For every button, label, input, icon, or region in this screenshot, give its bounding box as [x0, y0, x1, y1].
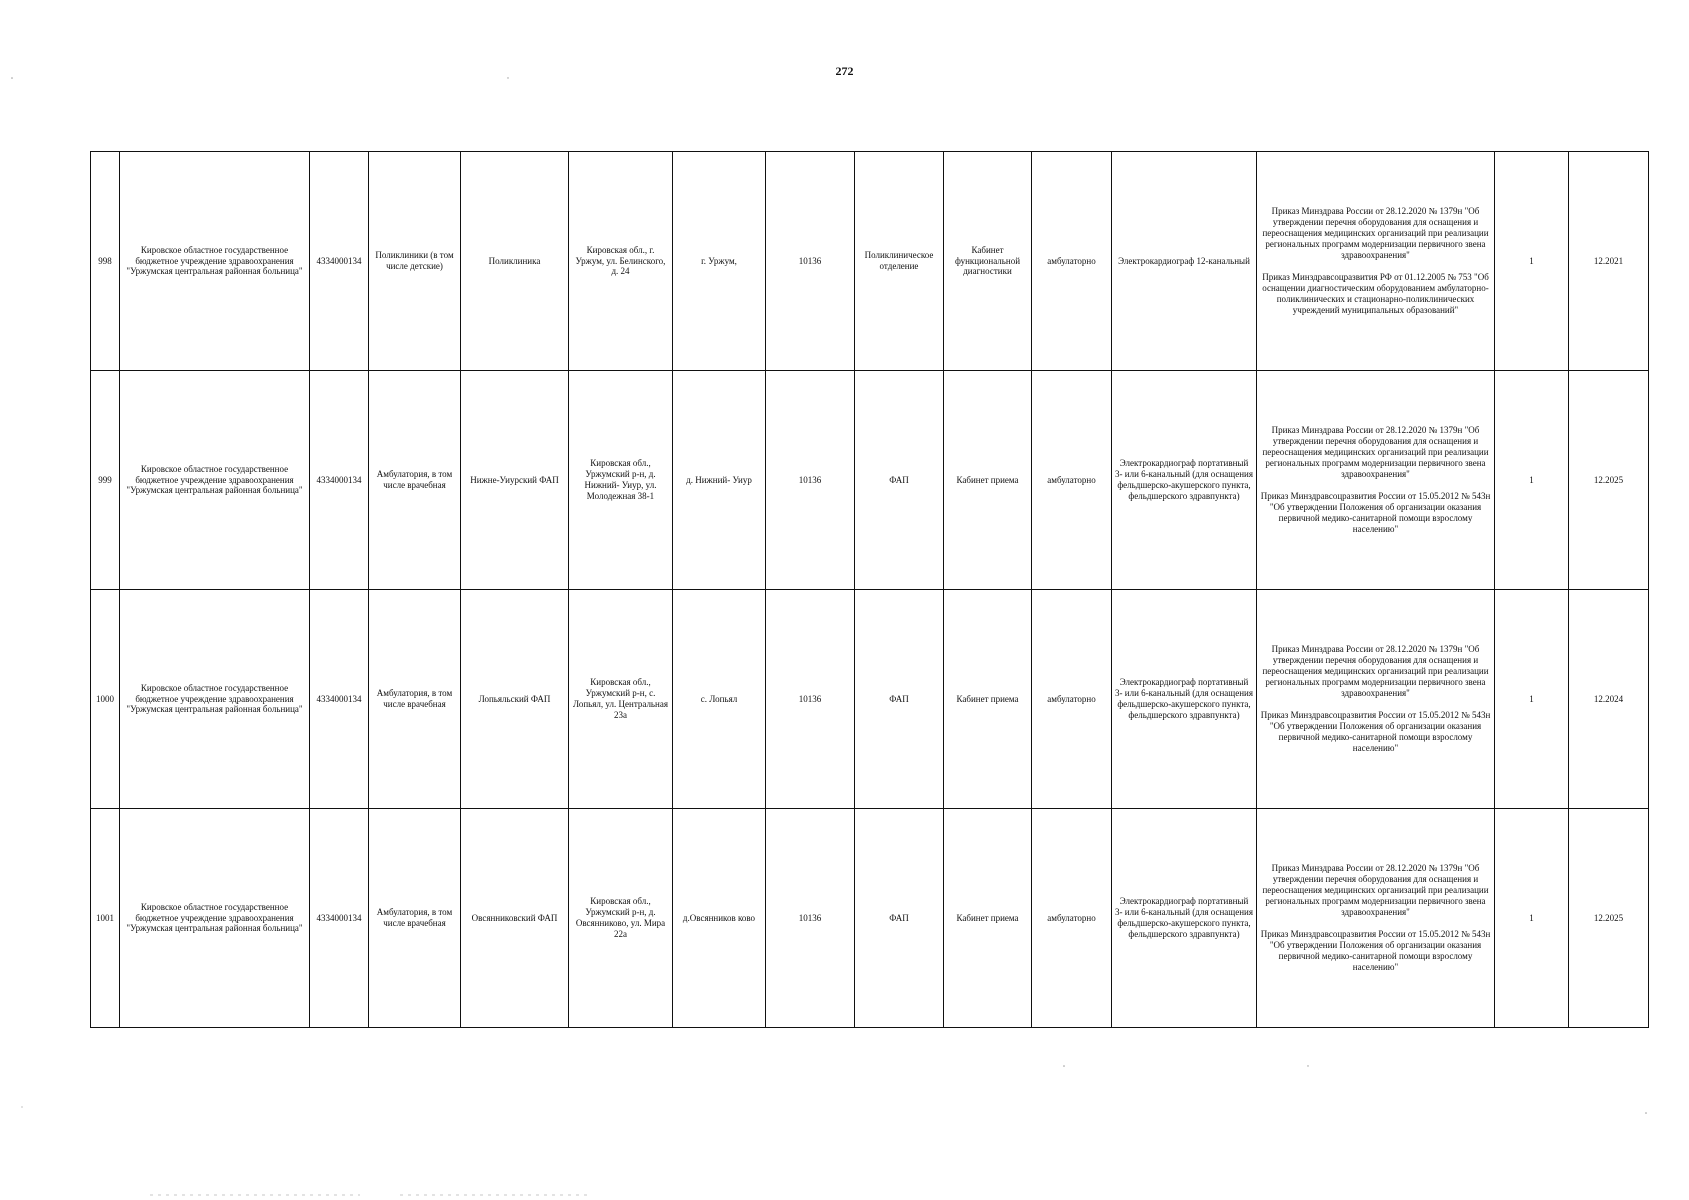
- equipment-quantity: 1: [1495, 371, 1569, 590]
- legal-basis-paragraph: Приказ Минздравсоцразвития России от 15.05.2012 № 543н "Об утверждении Положения об организации оказания первичной медико-санитарной помощи взрослому населению": [1260, 710, 1491, 754]
- inn-code: 4334000134: [310, 152, 369, 371]
- department-name: ФАП: [855, 809, 944, 1028]
- table-row: [91, 371, 1649, 590]
- facility-address: Кировская обл., Уржумский р-н, д. Нижний- Уиур, ул. Молодежная 38-1: [569, 371, 673, 590]
- facility-type: Амбулатория, в том числе врачебная: [369, 590, 461, 809]
- inn-code: 4334000134: [310, 371, 369, 590]
- legal-basis-paragraph: Приказ Минздрава России от 28.12.2020 № 1379н "Об утверждении перечня оборудования для оснащения и переоснащения медицинских организаций при реализации региональных программ модернизации первичного звена здравоохранения": [1262, 424, 1489, 479]
- facility-type: Амбулатория, в том числе врачебная: [369, 809, 461, 1028]
- legal-basis-paragraph: Приказ Минздрава России от 28.12.2020 № 1379н "Об утверждении перечня оборудования для оснащения и переоснащения медицинских организаций при реализации региональных программ модернизации первичного звена здравоохранения": [1262, 643, 1489, 698]
- table-row: [91, 590, 1649, 809]
- legal-basis-paragraph: Приказ Минздравсоцразвития России от 15.05.2012 № 543н "Об утверждении Положения об организации оказания первичной медико-санитарной помощи взрослому населению": [1260, 491, 1491, 535]
- facility-name: Лопьяльский ФАП: [461, 590, 569, 809]
- care-type: амбулаторно: [1032, 371, 1112, 590]
- table-row: [91, 809, 1649, 1028]
- equipment-name: Электрокардиограф портативный 3- или 6-канальный (для оснащения фельдшерско-акушерского пункта, фельдшерского здравпункта): [1112, 590, 1257, 809]
- institution-name: Кировское областное государственное бюджетное учреждение здравоохранения "Уржумская центральная районная больница": [120, 590, 310, 809]
- settlement-name: с. Лопьял: [673, 590, 766, 809]
- equipment-name: Электрокардиограф портативный 3- или 6-канальный (для оснащения фельдшерско-акушерского пункта, фельдшерского здравпункта): [1112, 809, 1257, 1028]
- oktmo-code: 10136: [766, 371, 855, 590]
- settlement-name: д.Овсянников ково: [673, 809, 766, 1028]
- row-number: 999: [91, 371, 120, 590]
- room-name: Кабинет функциональной диагностики: [944, 152, 1032, 371]
- care-type: амбулаторно: [1032, 590, 1112, 809]
- facility-name: Нижне-Уиурский ФАП: [461, 371, 569, 590]
- facility-address: Кировская обл., г. Уржум, ул. Белинского, д. 24: [569, 152, 673, 371]
- equipment-name: Электрокардиограф 12-канальный: [1112, 152, 1257, 371]
- facility-type: Поликлиники (в том числе детские): [369, 152, 461, 371]
- institution-name: Кировское областное государственное бюджетное учреждение здравоохранения "Уржумская центральная районная больница": [120, 152, 310, 371]
- row-number: 1001: [91, 809, 120, 1028]
- inn-code: 4334000134: [310, 590, 369, 809]
- institution-name: Кировское областное государственное бюджетное учреждение здравоохранения "Уржумская центральная районная больница": [120, 371, 310, 590]
- department-name: ФАП: [855, 371, 944, 590]
- facility-name: Поликлиника: [461, 152, 569, 371]
- equipment-name: Электрокардиограф портативный 3- или 6-канальный (для оснащения фельдшерско-акушерского пункта, фельдшерского здравпункта): [1112, 371, 1257, 590]
- equipment-registry-table: [90, 151, 1649, 1028]
- oktmo-code: 10136: [766, 152, 855, 371]
- care-type: амбулаторно: [1032, 152, 1112, 371]
- page-number: 272: [835, 64, 854, 78]
- department-name: ФАП: [855, 590, 944, 809]
- delivery-date: 12.2025: [1569, 371, 1649, 590]
- equipment-quantity: 1: [1495, 809, 1569, 1028]
- facility-type: Амбулатория, в том числе врачебная: [369, 371, 461, 590]
- table-row: [91, 152, 1649, 371]
- row-number: 998: [91, 152, 120, 371]
- legal-basis: [1257, 152, 1495, 371]
- institution-name: Кировское областное государственное бюджетное учреждение здравоохранения "Уржумская центральная районная больница": [120, 809, 310, 1028]
- department-name: Поликлиническое отделение: [855, 152, 944, 371]
- room-name: Кабинет приема: [944, 371, 1032, 590]
- delivery-date: 12.2021: [1569, 152, 1649, 371]
- room-name: Кабинет приема: [944, 590, 1032, 809]
- inn-code: 4334000134: [310, 809, 369, 1028]
- settlement-name: д. Нижний- Уиур: [673, 371, 766, 590]
- legal-basis-paragraph: Приказ Минздравсоцразвития России от 15.05.2012 № 543н "Об утверждении Положения об организации оказания первичной медико-санитарной помощи взрослому населению": [1260, 929, 1491, 973]
- legal-basis: [1257, 371, 1495, 590]
- oktmo-code: 10136: [766, 590, 855, 809]
- settlement-name: г. Уржум,: [673, 152, 766, 371]
- equipment-quantity: 1: [1495, 152, 1569, 371]
- delivery-date: 12.2024: [1569, 590, 1649, 809]
- legal-basis: [1257, 590, 1495, 809]
- equipment-quantity: 1: [1495, 590, 1569, 809]
- room-name: Кабинет приема: [944, 809, 1032, 1028]
- row-number: 1000: [91, 590, 120, 809]
- legal-basis-paragraph: Приказ Минздравсоцразвития РФ от 01.12.2005 № 753 "Об оснащении диагностическим оборудованием амбулаторно-поликлинических и стационарно-поликлинических учреждений муниципальных образований": [1262, 272, 1489, 316]
- facility-name: Овсянниковский ФАП: [461, 809, 569, 1028]
- facility-address: Кировская обл., Уржумский р-н, с. Лопьял, ул. Центральная 23а: [569, 590, 673, 809]
- legal-basis-paragraph: Приказ Минздрава России от 28.12.2020 № 1379н "Об утверждении перечня оборудования для оснащения и переоснащения медицинских организаций при реализации региональных программ модернизации первичного звена здравоохранения": [1262, 862, 1489, 917]
- facility-address: Кировская обл., Уржумский р-н, д. Овсянниково, ул. Мира 22а: [569, 809, 673, 1028]
- legal-basis-paragraph: Приказ Минздрава России от 28.12.2020 № 1379н "Об утверждении перечня оборудования для оснащения и переоснащения медицинских организаций при реализации региональных программ модернизации первичного звена здравоохранения": [1262, 205, 1489, 260]
- oktmo-code: 10136: [766, 809, 855, 1028]
- care-type: амбулаторно: [1032, 809, 1112, 1028]
- delivery-date: 12.2025: [1569, 809, 1649, 1028]
- legal-basis: [1257, 809, 1495, 1028]
